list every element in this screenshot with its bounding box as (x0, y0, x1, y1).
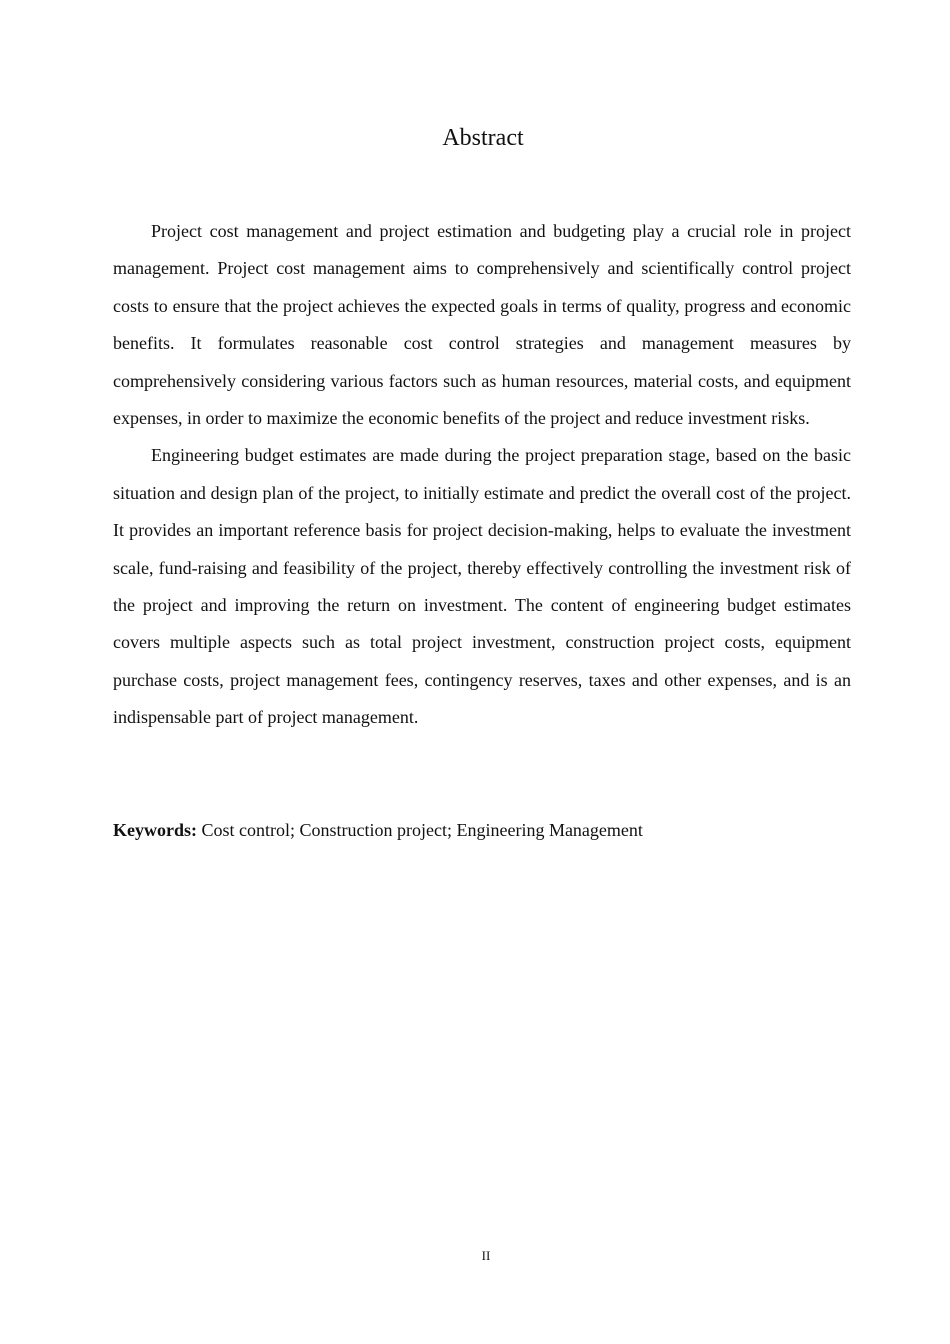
keywords-text: Cost control; Construction project; Engineering Management (197, 820, 643, 840)
abstract-title: Abstract (442, 125, 524, 151)
page-number: II (481, 1248, 491, 1263)
abstract-paragraph-2: Engineering budget estimates are made during the project preparation stage, based on the basic situation and design plan of the project, to initially estimate and predict the overall cost of the project. It provides an important reference basis for project decision-making, helps to evaluate the investment scale, fund-raising and feasibility of the project, thereby effectively controlling the investment risk of the project and improving the return on investment. The content of engineering budget estimates covers multiple aspects such as total project investment, construction project costs, equipment purchase costs, project management fees, contingency reserves, taxes and other expenses, and is an indispensable part of project management. (113, 445, 851, 728)
abstract-body (113, 213, 851, 737)
abstract-paragraph-1: Project cost management and project estimation and budgeting play a crucial role in project management. Project cost management aims to comprehensively and scientifically control project costs to ensure that the project achieves the expected goals in terms of quality, progress and economic benefits. It formulates reasonable cost control strategies and management measures by comprehensively considering various factors such as human resources, material costs, and equipment expenses, in order to maximize the economic benefits of the project and reduce investment risks. (113, 221, 851, 429)
keywords-line (113, 812, 851, 848)
keywords-label: Keywords: (113, 820, 197, 840)
